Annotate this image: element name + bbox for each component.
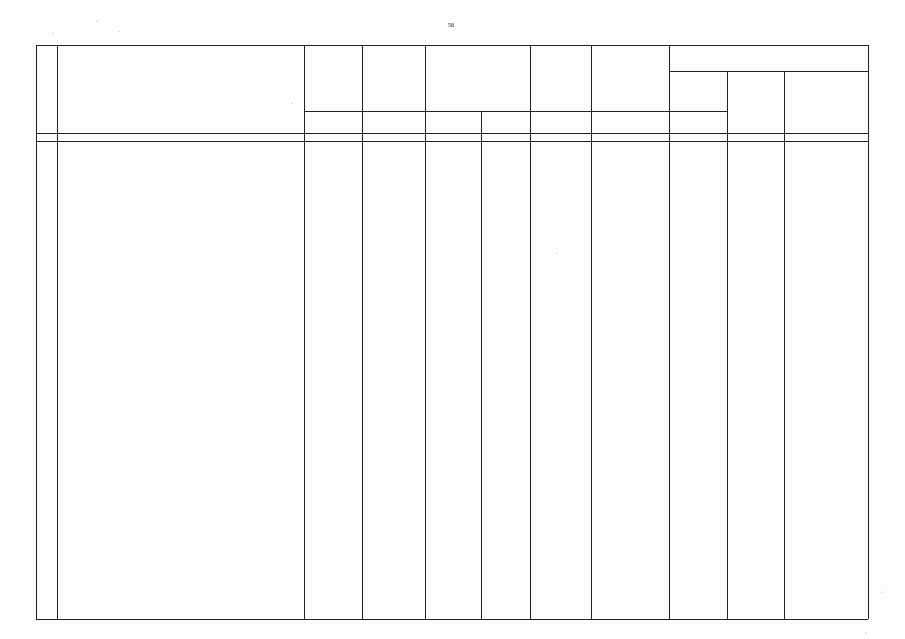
- col-rule-1: [36, 45, 37, 619]
- units-rule: [362, 111, 425, 112]
- table-bottom-rule: [36, 619, 868, 620]
- header-top-rule: [36, 45, 868, 46]
- col-rule-4: [362, 45, 363, 619]
- col-rule-7: [530, 45, 531, 619]
- land-info-rule: [669, 71, 868, 72]
- scan-speck: ·: [96, 19, 98, 25]
- page-number: 58: [448, 23, 454, 29]
- col-rule-3: [304, 45, 305, 619]
- scan-speck: ·: [556, 251, 558, 257]
- scan-speck: ·: [881, 590, 883, 596]
- units-rule: [425, 111, 530, 112]
- units-rule: [669, 111, 727, 112]
- scan-speck: ·: [865, 631, 867, 637]
- units-rule: [304, 111, 362, 112]
- col-rule-9: [669, 45, 670, 619]
- col-rule-2: [57, 45, 58, 619]
- data-top-rule: [36, 141, 868, 142]
- col-rule-11: [784, 71, 785, 619]
- scan-speck: ·: [52, 31, 54, 37]
- units-rule: [530, 111, 591, 112]
- col-rule-6: [481, 111, 482, 619]
- col-rule-5: [425, 45, 426, 619]
- col-rule-8: [591, 45, 592, 619]
- scan-speck: ·: [291, 101, 293, 107]
- colnum-top-rule: [36, 133, 868, 134]
- col-rule-12: [868, 45, 869, 619]
- scan-speck: ·: [118, 29, 120, 35]
- col-rule-10: [727, 71, 728, 619]
- units-rule: [591, 111, 669, 112]
